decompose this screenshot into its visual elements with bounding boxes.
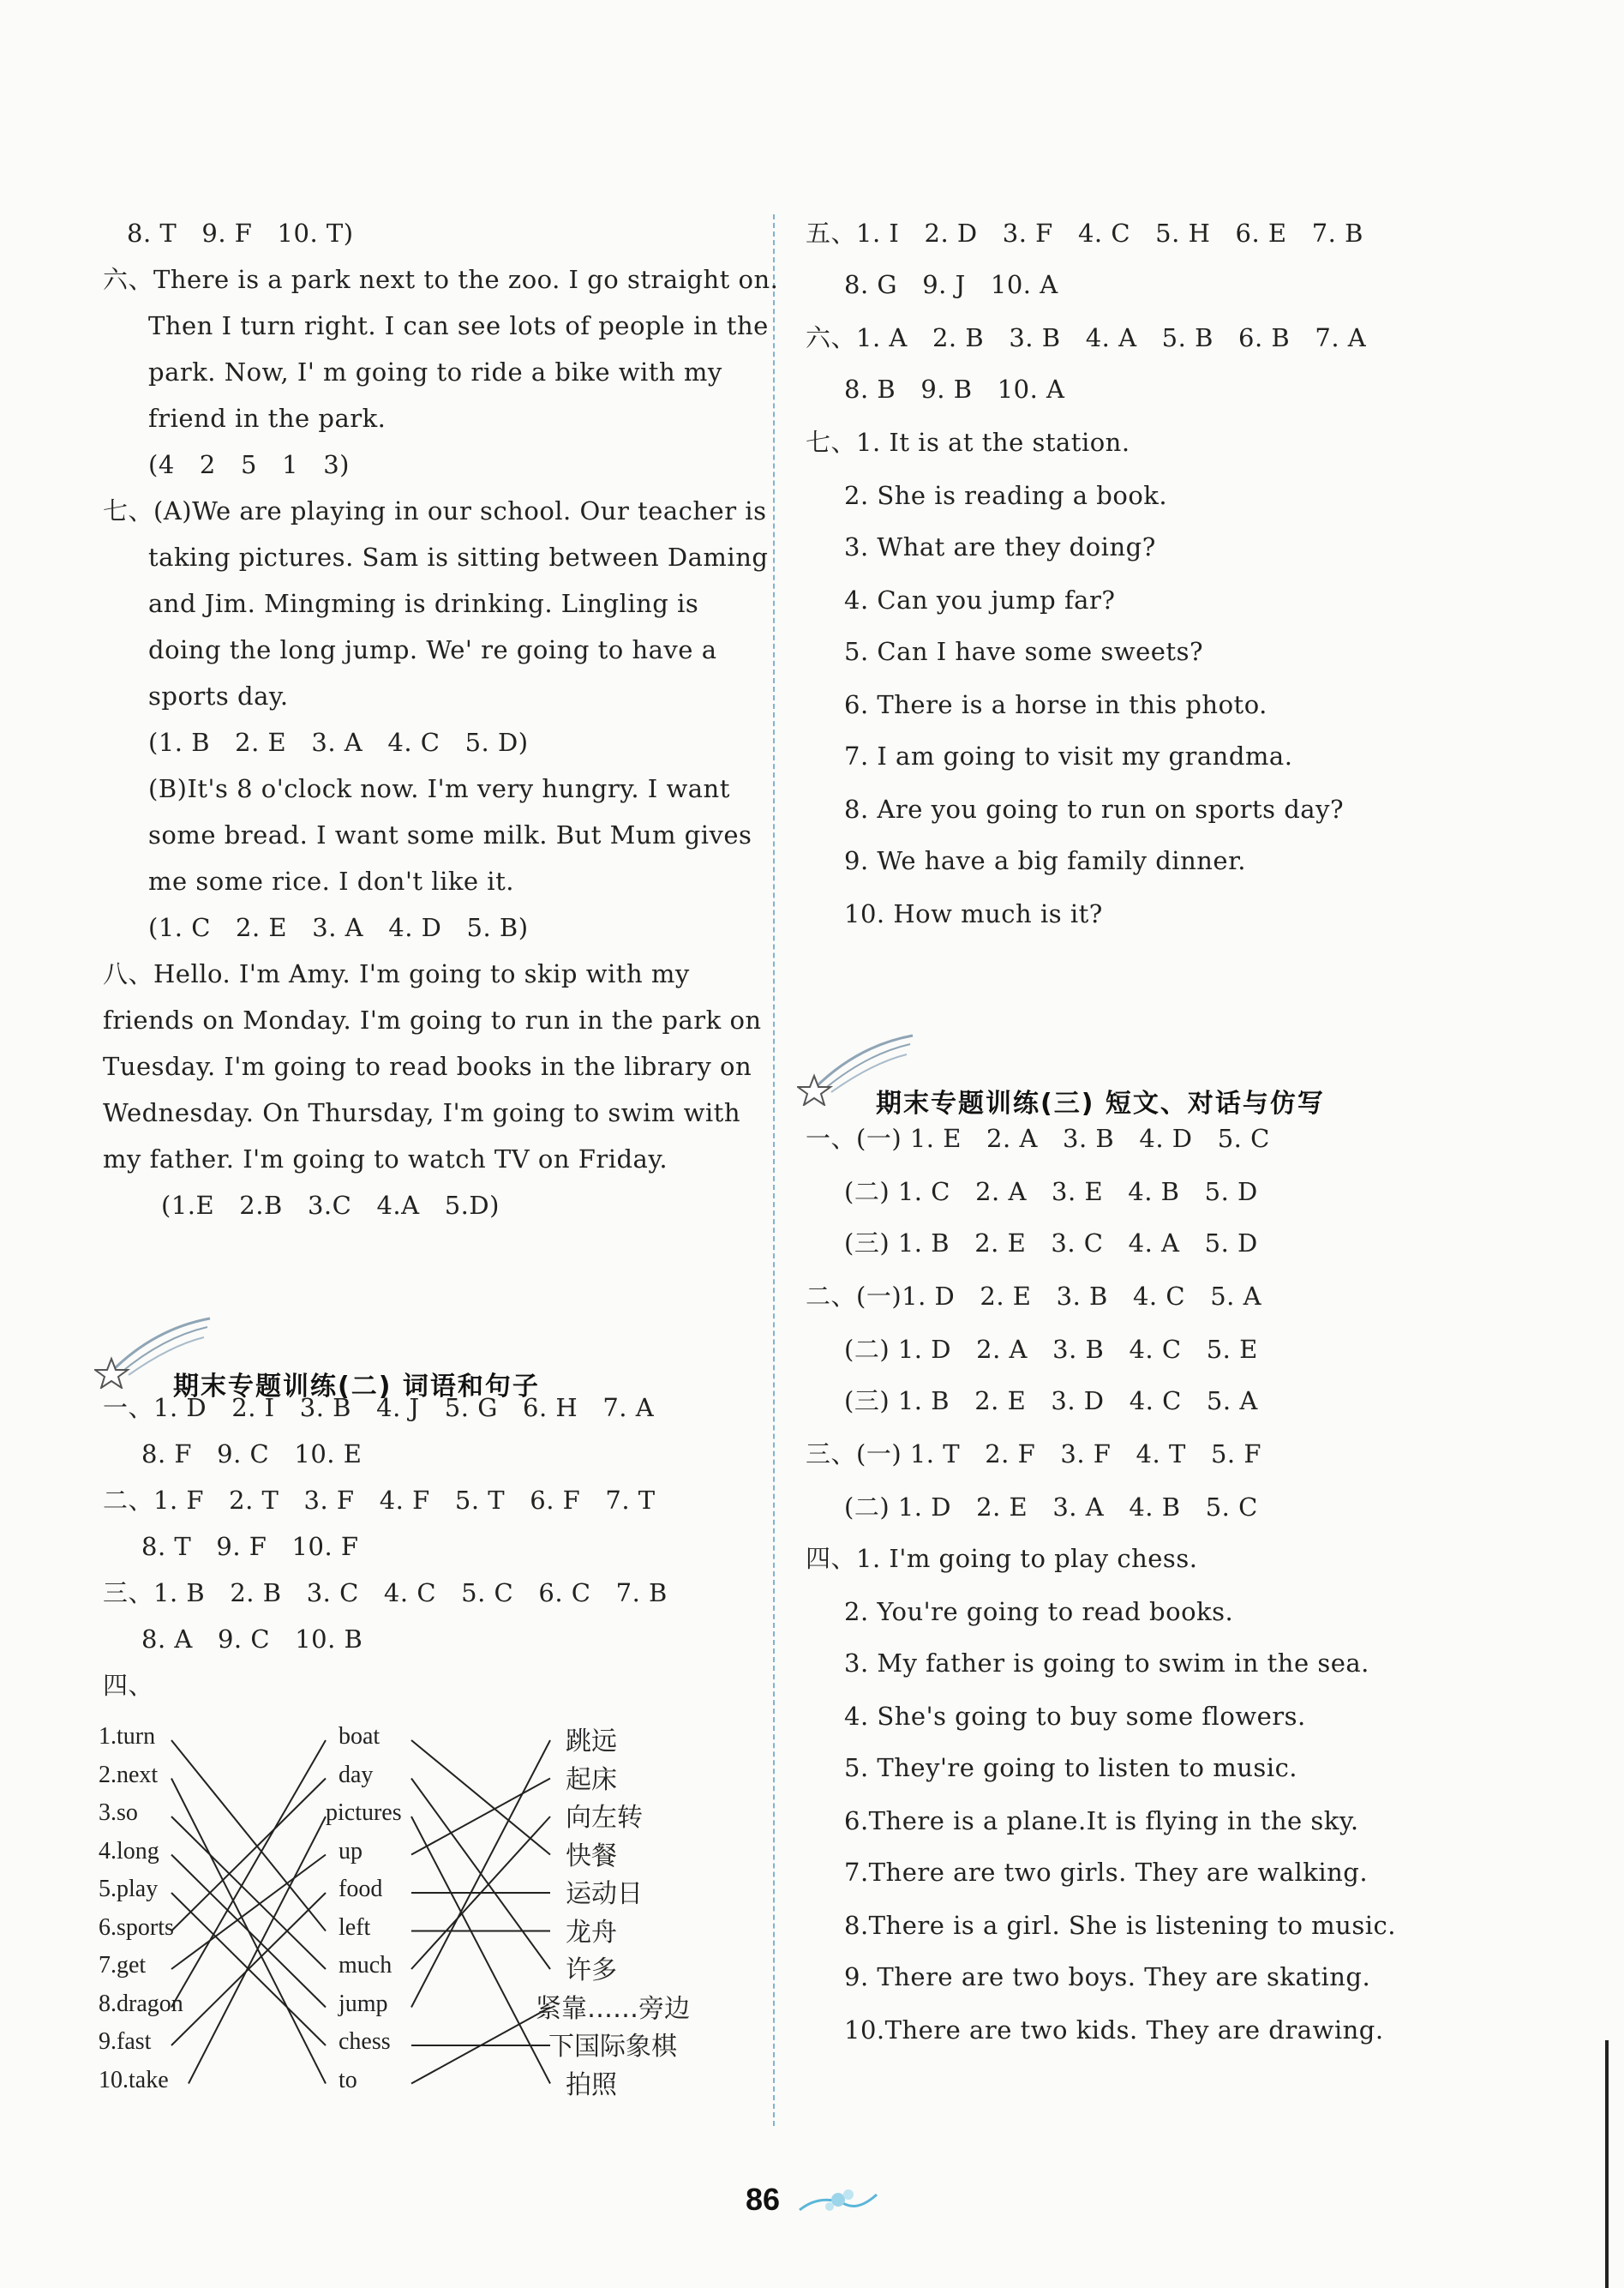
answer-line: 8. T 9. F 10. T) (127, 219, 354, 248)
answer-line: 9. There are two boys. They are skating. (844, 1962, 1371, 1991)
answer-line: 一、(一) 1. E 2. A 3. B 4. D 5. C (806, 1124, 1270, 1153)
match-word: boat (339, 1723, 381, 1750)
match-line (411, 1817, 550, 2084)
answer-line: me some rice. I don't like it. (148, 867, 514, 896)
answer-line: (三) 1. B 2. E 3. D 4. C 5. A (844, 1386, 1258, 1415)
answer-line: 四、1. I'm going to play chess. (806, 1544, 1198, 1573)
matching-exercise (94, 1723, 746, 2135)
answer-line: 8. T 9. F 10. F (141, 1532, 359, 1561)
answer-line: Tuesday. I'm going to read books in the library on (103, 1052, 752, 1081)
matching-lines (94, 1723, 746, 2135)
answer-line: 2. You're going to read books. (844, 1597, 1234, 1626)
answer-line: 六、There is a park next to the zoo. I go straight on. (103, 265, 779, 294)
answer-line: 8. B 9. B 10. A (844, 375, 1065, 404)
match-word: much (339, 1952, 393, 1979)
flower-icon (795, 2184, 881, 2219)
answer-line: (二) 1. C 2. A 3. E 4. B 5. D (844, 1177, 1258, 1206)
match-word: left (339, 1913, 371, 1941)
match-word: jump (339, 1990, 388, 2017)
match-meaning: 龙舟 (566, 1917, 617, 1948)
section-heading-2: 期末专题训练(二) 词语和句子 (173, 1372, 540, 1402)
answer-line: 7. I am going to visit my grandma. (844, 742, 1293, 771)
match-meaning: 快餐 (566, 1841, 617, 1871)
answer-line: 7.There are two girls. They are walking. (844, 1858, 1369, 1887)
answer-line: 8. A 9. C 10. B (141, 1624, 363, 1654)
match-word: up (339, 1837, 363, 1865)
answer-line: friend in the park. (148, 404, 387, 433)
answer-line: Wednesday. On Thursday, I'm going to swim with (103, 1098, 741, 1127)
answer-line: taking pictures. Sam is sitting between Daming (148, 543, 769, 572)
match-word: day (339, 1761, 374, 1788)
page-number: 86 (746, 2182, 781, 2217)
answer-line: 4. Can you jump far? (844, 586, 1116, 615)
answer-line: (B)It's 8 o'clock now. I'm very hungry. I want (148, 774, 730, 803)
answer-line: and Jim. Mingming is drinking. Lingling is (148, 589, 699, 618)
answer-line: some bread. I want some milk. But Mum gives (148, 820, 752, 850)
answer-line: sports day. (148, 682, 289, 711)
match-line (411, 1779, 550, 1855)
answer-line: friends on Monday. I'm going to run in the park on (103, 1006, 762, 1035)
answer-line: (4 2 5 1 3) (148, 450, 351, 479)
answer-line: 8. G 9. J 10. A (844, 270, 1058, 299)
match-word: 7.get (99, 1952, 147, 1979)
answer-line: 七、1. It is at the station. (806, 428, 1130, 457)
answer-line: 七、(A)We are playing in our school. Our teacher is (103, 496, 767, 525)
match-meaning: 运动日 (566, 1879, 643, 1909)
answer-line: 2. She is reading a book. (844, 481, 1168, 510)
match-word: 1.turn (99, 1723, 156, 1750)
match-word: chess (339, 2028, 391, 2055)
match-meaning: 跳远 (566, 1727, 617, 1757)
match-word: 8.dragon (99, 1990, 183, 2017)
match-meaning: 向左转 (566, 1803, 643, 1833)
match-word: pictures (326, 1799, 402, 1826)
answer-line: 8.There is a girl. She is listening to music. (844, 1911, 1396, 1940)
match-meaning: 许多 (566, 1955, 617, 1985)
section-heading-3: 期末专题训练(三) 短文、对话与仿写 (876, 1089, 1325, 1119)
match-word: 5.play (99, 1876, 159, 1902)
match-line (411, 1740, 550, 1855)
match-line (411, 1740, 550, 2008)
match-meaning: 起床 (566, 1764, 617, 1795)
match-word: 2.next (99, 1761, 159, 1788)
answer-line: 二、1. F 2. T 3. F 4. F 5. T 6. F 7. T (103, 1486, 656, 1515)
match-meaning: 下国际象棋 (548, 2032, 677, 2062)
answer-line: Then I turn right. I can see lots of people in the (148, 311, 769, 340)
match-word: 10.take (99, 2066, 169, 2093)
match-line (171, 1779, 326, 1931)
match-word: 6.sports (99, 1913, 174, 1941)
answer-line: (三) 1. B 2. E 3. C 4. A 5. D (844, 1228, 1258, 1258)
answer-line: 8. Are you going to run on sports day? (844, 795, 1344, 824)
answer-line: 一、1. D 2. I 3. B 4. J 5. G 6. H 7. A (103, 1393, 655, 1422)
answer-line: my father. I'm going to watch TV on Friday. (103, 1144, 668, 1174)
answer-line: 10. How much is it? (844, 899, 1103, 928)
match-meaning: 拍照 (566, 2069, 617, 2100)
answer-line: (二) 1. D 2. A 3. B 4. C 5. E (844, 1335, 1258, 1364)
answer-line: 8. F 9. C 10. E (141, 1439, 363, 1468)
answer-line: 5. They're going to listen to music. (844, 1753, 1298, 1782)
answer-line: 6.There is a plane.It is flying in the sky. (844, 1806, 1359, 1835)
answer-line: 四、 (103, 1671, 154, 1700)
answer-line: 八、Hello. I'm Amy. I'm going to skip with my (103, 959, 690, 988)
answer-line: 三、1. B 2. B 3. C 4. C 5. C 6. C 7. B (103, 1578, 668, 1607)
answer-line: park. Now, I' m going to ride a bike with my (148, 357, 722, 387)
answer-line: doing the long jump. We' re going to have a (148, 635, 717, 664)
answer-line: (二) 1. D 2. E 3. A 4. B 5. C (844, 1492, 1258, 1522)
match-word: 4.long (99, 1837, 159, 1865)
match-line (171, 1855, 326, 1970)
answer-line: 10.There are two kids. They are drawing. (844, 2015, 1384, 2045)
answer-line: 3. My father is going to swim in the sea. (844, 1648, 1369, 1678)
answer-line: 3. What are they doing? (844, 532, 1156, 561)
match-line (171, 1740, 326, 1931)
answer-line: (1.E 2.B 3.C 4.A 5.D) (161, 1191, 500, 1220)
match-meaning: 紧靠……旁边 (536, 1993, 690, 2024)
answer-line: 二、(一)1. D 2. E 3. B 4. C 5. A (806, 1282, 1262, 1311)
match-line (171, 1817, 326, 1969)
match-word: 9.fast (99, 2028, 152, 2055)
answer-line: (1. C 2. E 3. A 4. D 5. B) (148, 913, 529, 942)
column-divider (773, 214, 775, 2126)
match-word: to (339, 2066, 357, 2093)
answer-line: 六、1. A 2. B 3. B 4. A 5. B 6. B 7. A (806, 323, 1367, 352)
answer-line: 9. We have a big family dinner. (844, 846, 1246, 875)
answer-line: 三、(一) 1. T 2. F 3. F 4. T 5. F (806, 1439, 1261, 1468)
answer-line: 五、1. I 2. D 3. F 4. C 5. H 6. E 7. B (806, 219, 1363, 248)
match-word: 3.so (99, 1799, 138, 1826)
answer-line: 4. She's going to buy some flowers. (844, 1702, 1306, 1731)
match-line (171, 1855, 326, 2008)
page-edge-shadow (1605, 2040, 1609, 2288)
answer-line: 5. Can I have some sweets? (844, 637, 1203, 666)
answer-line: (1. B 2. E 3. A 4. C 5. D) (148, 728, 529, 757)
match-word: food (339, 1876, 383, 1902)
answer-line: 6. There is a horse in this photo. (844, 690, 1267, 719)
